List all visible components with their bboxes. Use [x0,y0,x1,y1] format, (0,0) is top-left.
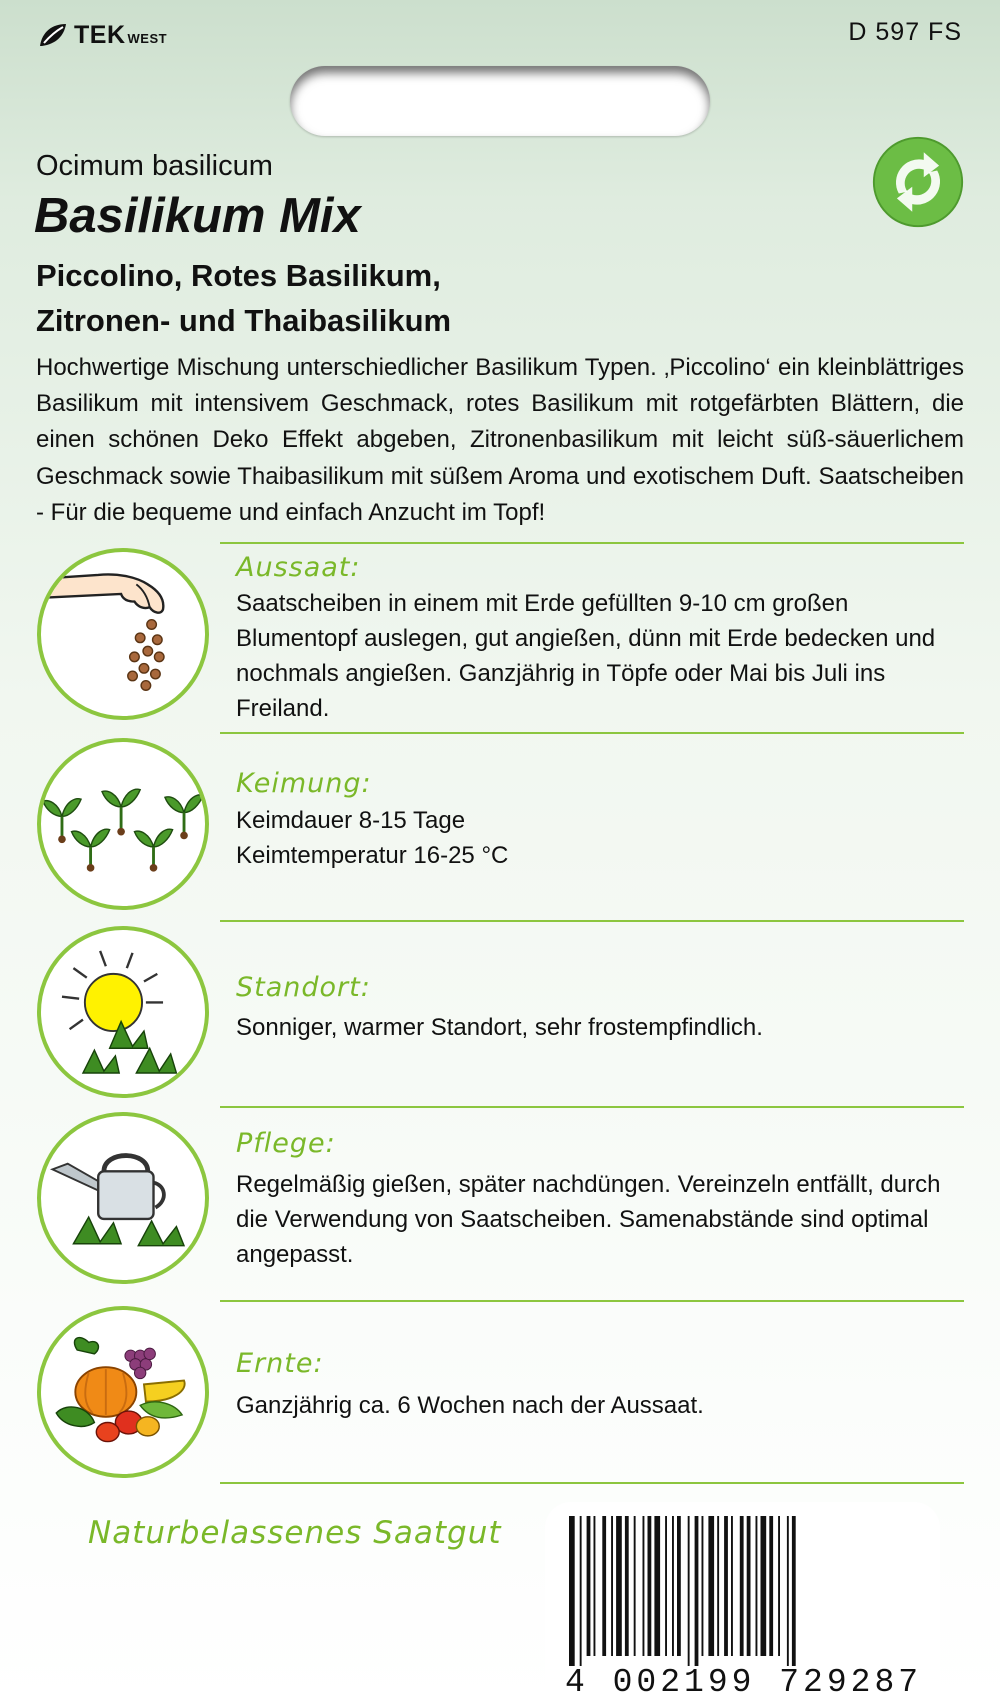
sowing-hand-icon [41,552,205,716]
barcode-bar [569,1516,575,1666]
barcode [545,1502,940,1704]
barcode-bar [602,1516,606,1656]
section-divider [220,1300,964,1302]
barcode-bars [567,1516,927,1666]
harvest-icon-circle [37,1306,209,1478]
barcode-bar [756,1516,758,1656]
section-text-aussaat: Saatscheiben in einem mit Erde gefüllten 9-10 cm großen Blumentopf auslegen, gut angießen, dünn mit Erde bedecken und nochmals angießen. Ganzjährig in Töpfe oder Mai bis Juli ins Freiland. [236,590,936,722]
section-text-standort: Sonniger, warmer Standort, sehr frostempfindlich. [236,1014,763,1041]
watering-can-icon [41,1116,205,1280]
barcode-bar [580,1516,582,1666]
section-title-pflege: Pflege: [236,1128,336,1159]
section-divider [220,1482,964,1484]
barcode-bar [594,1516,596,1656]
brand-name: TEK WEST [74,20,168,49]
leaf-logo-icon [38,22,68,48]
barcode-bar [654,1516,660,1656]
section-text-keimung [236,803,966,873]
section-text-pflege: Regelmäßig gießen, später nachdüngen. Vereinzeln entfällt, durch die Verwendung von Saatscheiben. Samenabstände sind optimal angepasst. [236,1171,941,1268]
barcode-bar [747,1516,751,1656]
keimdauer-line: Keimdauer 8-15 Tage [236,807,466,834]
barcode-bar [648,1516,652,1656]
barcode-bar [731,1516,733,1656]
barcode-bar [708,1516,714,1656]
varieties-line-1: Piccolino, Rotes Basilikum, [36,258,441,293]
sowing-icon-circle [37,548,209,720]
section-title-aussaat: Aussaat: [236,552,361,583]
barcode-bar [611,1516,613,1656]
barcode-number: 4 002199 729287 [565,1664,923,1701]
latin-name: Ocimum basilicum [36,150,273,182]
barcode-bar [761,1516,767,1656]
seedlings-icon [41,742,205,906]
barcode-bar [672,1516,674,1656]
hang-hole [290,66,710,136]
section-divider [220,920,964,922]
tagline: Naturbelassenes Saatgut [88,1515,502,1551]
barcode-bar [740,1516,744,1656]
barcode-bar [587,1516,591,1656]
keimtemperatur-line: Keimtemperatur 16-25 °C [236,842,509,869]
barcode-bar [792,1516,796,1666]
section-text-ernte: Ganzjährig ca. 6 Wochen nach der Aussaat. [236,1392,704,1419]
germination-icon-circle [37,738,209,910]
product-description: Hochwertige Mischung unterschiedlicher Basilikum Typen. ‚Piccolino‘ ein kleinblättriges Basilikum mit intensivem Geschmack, rotes Basilikum mit rotgefärbten Blättern, die einen schönen Deko Effekt abgeben, Zitronenbasilikum mit leicht süß-säuerlichem Geschmack sowie Thaibasilikum mit süßem Aroma und exotischem Duft. Saatscheiben - Für die bequeme und einfach Anzucht im Topf! [36,354,964,526]
sun-plants-icon [41,930,205,1094]
barcode-bar [695,1516,699,1666]
barcode-bar [616,1516,622,1656]
article-code: D 597 FS [848,18,962,46]
barcode-bar [717,1516,719,1656]
barcode-bar [724,1516,728,1656]
care-icon-circle [37,1112,209,1284]
green-dot-recycle-icon [870,134,966,230]
brand-logo [38,18,167,52]
barcode-bar [665,1516,667,1656]
barcode-bar [643,1516,645,1656]
location-icon-circle [37,926,209,1098]
product-name: Basilikum Mix [34,189,361,243]
barcode-bar [702,1516,704,1656]
section-divider [220,542,964,544]
harvest-vegetables-icon [41,1310,205,1474]
barcode-bar [769,1516,773,1656]
barcode-bar [677,1516,681,1656]
barcode-bar [787,1516,789,1666]
varieties [36,253,451,343]
section-title-ernte: Ernte: [236,1348,324,1379]
barcode-bar [778,1516,780,1656]
barcode-bar [634,1516,636,1656]
barcode-bar [688,1516,690,1666]
barcode-bar [625,1516,629,1656]
section-divider [220,1106,964,1108]
section-title-standort: Standort: [236,972,371,1003]
section-divider [220,732,964,734]
varieties-line-2: Zitronen- und Thaibasilikum [36,303,452,338]
section-title-keimung: Keimung: [236,768,372,799]
